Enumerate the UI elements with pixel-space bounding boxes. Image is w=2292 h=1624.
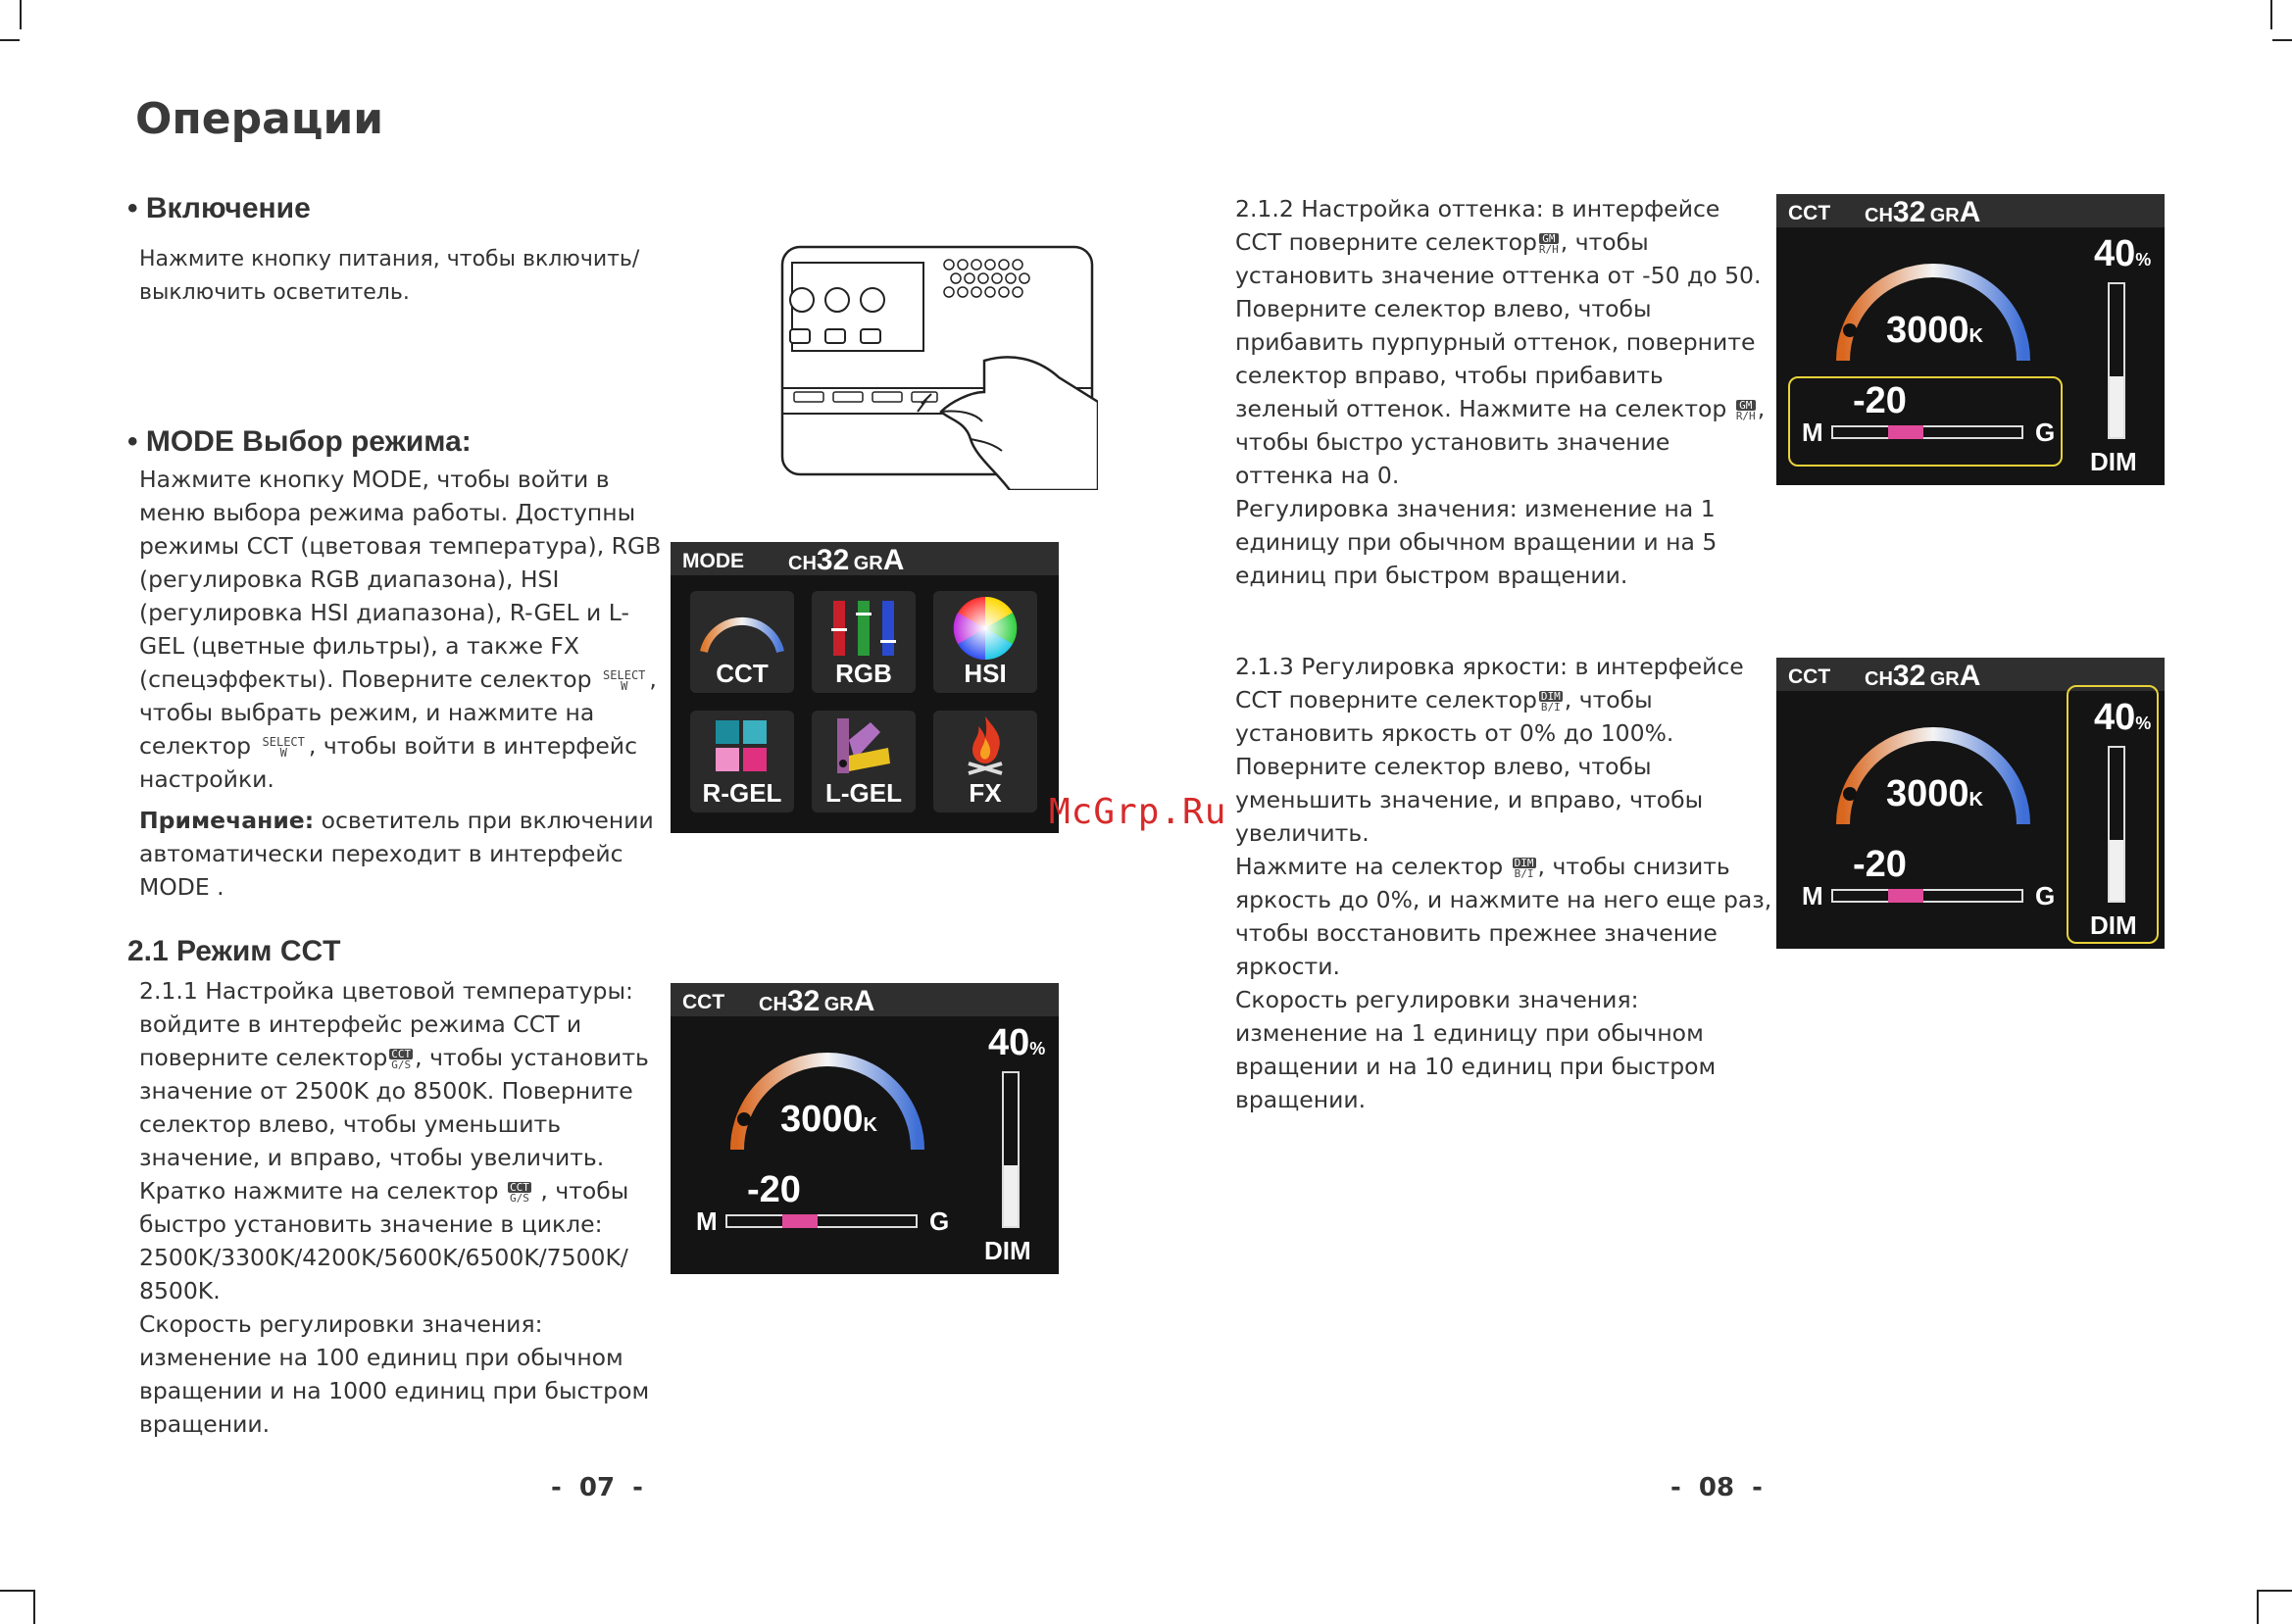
text-line: установить яркость от 0% до 100%.	[1235, 719, 1674, 747]
brightness-text	[1235, 650, 1771, 1116]
text-line: увеличить.	[1235, 819, 1370, 847]
mode-tile-cct[interactable]	[690, 591, 794, 693]
cct-screen	[671, 983, 1059, 1274]
kelvin-value: 3000K	[780, 1099, 877, 1140]
gm-knob-icon: GM R/H	[1538, 231, 1559, 256]
text-line: значение от 2500K до 8500K. Поверните	[139, 1077, 633, 1105]
screen-mode-label: CCT	[1788, 665, 1831, 688]
cct-screen-tint	[1776, 194, 2165, 485]
tint-slider-thumb	[782, 1214, 818, 1228]
tile-label: RGB	[835, 659, 892, 688]
dim-label: DIM	[2090, 910, 2137, 940]
brightness-value: 40%	[2094, 697, 2152, 738]
text-line: (регулировка RGB диапазона), HSI	[139, 566, 560, 593]
note: Примечание: осветитель при включении	[139, 807, 654, 834]
brightness-value: 40%	[988, 1022, 1046, 1063]
text-line: чтобы выбрать режим, и нажмите на	[139, 699, 595, 726]
green-label: G	[2035, 418, 2056, 447]
tint-slider-track	[725, 1214, 918, 1228]
text-line: уменьшить значение, и вправо, чтобы	[1235, 786, 1704, 813]
screen-header	[671, 983, 1059, 1016]
text-line: изменение на 1 единицу при обычном	[1235, 1019, 1704, 1047]
crop-mark	[0, 39, 20, 41]
text-line: Кратко нажмите на селектор CCT G/S , чтобы	[139, 1177, 629, 1205]
page-number-left: - 07 -	[551, 1473, 643, 1502]
tint-highlight-frame	[1788, 376, 2063, 467]
text-line: автоматически переходит в интерфейс	[139, 840, 623, 867]
channel-group-label: CH32 GRA	[759, 985, 875, 1017]
tile-label: FX	[969, 778, 1002, 808]
brightness-bar	[2108, 282, 2125, 439]
dim-label: DIM	[2090, 447, 2137, 476]
text-line: CCT поверните селектор GM R/H , чтобы	[1235, 228, 1649, 256]
tint-slider-thumb	[1888, 889, 1923, 903]
text-line: Поверните селектор влево, чтобы	[1235, 295, 1652, 322]
dim-knob-icon: DIM B/I	[1540, 689, 1561, 714]
mode-tile-rgb[interactable]	[812, 591, 916, 693]
dim-label: DIM	[984, 1236, 1031, 1265]
text-line: чтобы быстро установить значение	[1235, 428, 1670, 456]
mode-tile-r-gel[interactable]	[690, 711, 794, 812]
gel-swatch-icon	[812, 711, 916, 779]
kelvin-value: 3000K	[1886, 310, 1983, 351]
brightness-value: 40%	[2094, 233, 2152, 274]
crop-mark	[2272, 39, 2292, 41]
watermark: McGrp.Ru	[1049, 792, 1227, 832]
text-line: вращении и на 10 единиц при быстром	[1235, 1053, 1717, 1080]
tint-text	[1235, 192, 1765, 592]
page-number-right: - 08 -	[1670, 1473, 1763, 1502]
note-label: Примечание:	[139, 807, 315, 834]
text-line: значение, и вправо, чтобы увеличить.	[139, 1144, 605, 1171]
text-line: 8500K.	[139, 1277, 221, 1304]
text-line: селектор влево, чтобы уменьшить	[139, 1110, 562, 1138]
channel-group-label: CH32 GRA	[788, 544, 905, 576]
text-line: MODE .	[139, 873, 224, 901]
gel-squares-icon	[690, 711, 794, 779]
device-illustration	[774, 245, 1098, 490]
text-line: вращении.	[139, 1410, 271, 1438]
gm-knob-icon: GM R/H	[1735, 398, 1756, 422]
text-line: выключить осветитель.	[139, 280, 410, 305]
kelvin-value: 3000K	[1886, 773, 1983, 814]
brightness-bar-fill	[2110, 376, 2123, 437]
text-line: 2500K/3300K/4200K/5600K/6500K/7500K/	[139, 1244, 628, 1271]
screen-header	[1776, 194, 2165, 227]
crop-mark	[33, 1590, 35, 1624]
text-line: Нажмите на селектор DIM B/I , чтобы снизить	[1235, 853, 1730, 880]
text-line: яркость до 0%, и нажмите на него еще раз,	[1235, 886, 1772, 913]
mode-tile-fx[interactable]	[933, 711, 1037, 812]
power-text	[139, 243, 639, 310]
magenta-label: M	[1802, 418, 1823, 447]
rgb-sliders-icon	[812, 591, 916, 660]
text-line: Регулировка значения: изменение на 1	[1235, 495, 1716, 522]
text-line: меню выбора режима работы. Доступны	[139, 499, 636, 526]
magenta-label: M	[696, 1206, 718, 1236]
text-line: 2.1.3 Регулировка яркости: в интерфейсе	[1235, 653, 1744, 680]
tile-label: HSI	[964, 659, 1007, 688]
text-line: Нажмите кнопку питания, чтобы включить/	[139, 247, 640, 271]
screen-mode-label: CCT	[682, 991, 725, 1013]
text-line: яркости.	[1235, 953, 1340, 980]
tint-value: -20	[1853, 380, 1907, 421]
select-knob-icon: SELECT W	[603, 667, 646, 693]
cct-text	[139, 974, 649, 1441]
mode-heading: • MODE Выбор режима:	[127, 425, 472, 458]
green-label: G	[929, 1206, 950, 1236]
crop-mark	[2259, 1590, 2292, 1592]
text-line: селектор вправо, чтобы прибавить	[1235, 362, 1664, 389]
cct-knob-icon: CCT G/S	[510, 1180, 529, 1205]
text-line: чтобы восстановить прежнее значение	[1235, 919, 1718, 947]
screen-header	[671, 542, 1059, 575]
fire-icon	[933, 711, 1037, 779]
crop-mark	[2257, 1590, 2259, 1624]
text-line: Поверните селектор влево, чтобы	[1235, 753, 1652, 780]
text-line: режимы CCT (цветовая температура), RGB	[139, 532, 662, 560]
channel-group-label: CH32 GRA	[1865, 196, 1981, 228]
text-line: Нажмите кнопку MODE, чтобы войти в	[139, 466, 610, 493]
text-line: войдите в интерфейс режима CCT и	[139, 1010, 582, 1038]
crop-mark	[2270, 0, 2272, 29]
text-line: оттенка на 0.	[1235, 462, 1400, 489]
text-line: вращении и на 1000 единиц при быстром	[139, 1377, 650, 1404]
crop-mark	[20, 0, 22, 29]
page-title: Операции	[135, 94, 384, 144]
tint-value: -20	[1853, 844, 1907, 885]
dim-knob-icon: DIM B/I	[1514, 856, 1534, 880]
mode-text	[139, 463, 661, 904]
mode-tile-hsi[interactable]	[933, 591, 1037, 693]
power-heading: • Включение	[127, 192, 311, 224]
tile-label: R-GEL	[702, 778, 782, 808]
text-line: прибавить пурпурный оттенок, поверните	[1235, 328, 1756, 356]
text-line: единицу при обычном вращении и на 5	[1235, 528, 1718, 556]
tile-label: CCT	[716, 659, 769, 688]
text-line: зеленый оттенок. Нажмите на селектор GM R/H ,	[1235, 395, 1766, 422]
text-line: (регулировка HSI диапазона), R-GEL и L-	[139, 599, 629, 626]
text-line: поверните селектор CCT G/S , чтобы установить	[139, 1044, 649, 1071]
screen-mode-label: CCT	[1788, 202, 1831, 224]
text-line: GEL (цветные фильтры), а также FX	[139, 632, 580, 660]
green-label: G	[2035, 881, 2056, 910]
text-line: единиц при быстром вращении.	[1235, 562, 1628, 589]
channel-group-label: CH32 GRA	[1865, 660, 1981, 692]
mode-tile-l-gel[interactable]	[812, 711, 916, 812]
kelvin-marker	[1843, 323, 1857, 337]
kelvin-marker	[1843, 787, 1857, 801]
text-line: изменение на 100 единиц при обычном	[139, 1344, 623, 1371]
color-wheel-icon	[933, 591, 1037, 660]
screen-mode-label: MODE	[682, 550, 744, 572]
text-line: установить значение оттенка от -50 до 50.	[1235, 262, 1762, 289]
tile-label: L-GEL	[825, 778, 902, 808]
brightness-bar	[1002, 1071, 1020, 1228]
tint-slider-track	[1831, 889, 2023, 903]
text-line: (спецэффекты). Поверните селектор SELECT W ,	[139, 665, 657, 693]
select-knob-icon: SELECT W	[262, 734, 305, 760]
brightness-bar-fill	[1004, 1165, 1018, 1226]
crop-mark	[0, 1590, 33, 1592]
brightness-highlight-frame	[2067, 685, 2159, 944]
magenta-label: M	[1802, 881, 1823, 910]
text-line: 2.1.2 Настройка оттенка: в интерфейсе	[1235, 195, 1720, 222]
text-line: вращении.	[1235, 1086, 1367, 1113]
text-line: Скорость регулировки значения:	[139, 1310, 543, 1338]
cct-arc-icon	[690, 591, 794, 660]
kelvin-marker	[737, 1112, 751, 1126]
tint-value: -20	[747, 1169, 801, 1210]
text-line: CCT поверните селектор DIM B/I , чтобы	[1235, 686, 1653, 714]
mode-screen	[671, 542, 1059, 833]
cct-screen-dim	[1776, 658, 2165, 949]
text-line: Скорость регулировки значения:	[1235, 986, 1639, 1013]
cct-knob-icon: CCT G/S	[391, 1047, 412, 1071]
text-line: быстро установить значение в цикле:	[139, 1210, 603, 1238]
cct-heading: 2.1 Режим CCT	[127, 935, 341, 967]
text-line: настройки.	[139, 765, 274, 793]
text-line: 2.1.1 Настройка цветовой температуры:	[139, 977, 633, 1005]
text-line: селектор SELECT W , чтобы войти в интерфейс	[139, 732, 637, 760]
